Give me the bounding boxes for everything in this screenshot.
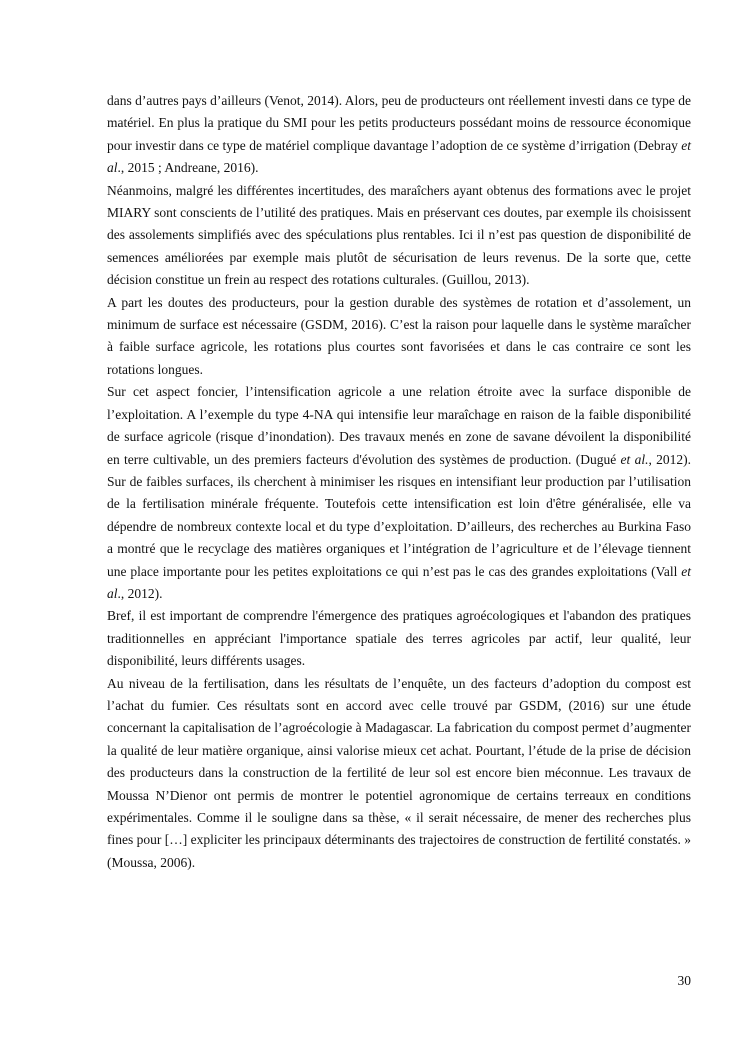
text-run: Bref, il est important de comprendre l'émergence des pratiques agroécologiques et l'abandon des pratiques traditionnelles en appréciant l'importance spatiale des terres agricoles par actif, leur qualité, leur disponibilité, leurs différents usages. [107,608,691,669]
page-number: 30 [677,973,691,988]
text-run: Néanmoins, malgré les différentes incertitudes, des maraîchers ayant obtenus des formations avec le projet MIARY sont conscients de l’utilité des pratiques. Mais en préservant ces doutes, par exemple ils choisissent des assolements simplifiés avec des spéculations plus rentables. Ici il n’est pas question de disponibilité de semences améliorées par exemple mais plutôt de sécurisation de leurs revenus. De la sorte que, cette décision constitue un frein au respect des rotations culturales. (Guillou, 2013). [107,182,691,288]
text-run: Sur cet aspect foncier, l’intensification agricole a une relation étroite avec la surface disponible de l’exploitation. A l’exemple du type 4-NA qui intensifie leur maraîchage en raison de la faible disponibilité de surface agricole (risque d’inondation). Des travaux menés en zone de savane dévoilent la disponibilité en terre cultivable, un des premiers facteurs d'évolution des systèmes de production. (Dugué [107,384,691,467]
paragraph [107,180,691,292]
text-run: ., 2015 ; Andreane, 2016). [117,160,259,176]
text-run: ., 2012). [117,585,163,601]
paragraph [107,381,691,605]
text-run: dans d’autres pays d’ailleurs (Venot, 2014). Alors, peu de producteurs ont réellement investi dans ce type de matériel. En plus la pratique du SMI pour les petits producteurs possédant moins de ressource économique pour investir dans ce type de matériel complique davantage l’adoption de ce système d’irrigation (Debray [107,93,691,153]
paragraph [107,90,691,180]
text-run: A part les doutes des producteurs, pour la gestion durable des systèmes de rotation et d’assolement, un minimum de surface est nécessaire (GSDM, 2016). C’est la raison pour laquelle dans le système maraîcher à faible surface agricole, les rotations plus courtes sont favorisées et dans le cas contraire ce sont les rotations longues. [107,294,691,377]
italic-text: et al. [620,451,649,467]
paragraph [107,605,691,672]
paragraph [107,673,691,875]
body-text [107,90,691,874]
italic-text: et al [107,563,691,601]
text-run: Au niveau de la fertilisation, dans les résultats de l’enquête, un des facteurs d’adoption du compost est l’achat du fumier. Ces résultats sont en accord avec celle trouvé par GSDM, (2016) sur une étude concernant la capitalisation de l’agroécologie à Madagascar. La fabrication du compost permet d’augmenter la qualité de leur matière organique, ainsi valorise mieux cet achat. Pourtant, l’étude de la prise de décision des producteurs dans la construction de la fertilité de leur sol est encore bien méconnue. Les travaux de Moussa N’Dienor ont permis de montrer le potentiel agronomique de certains terreaux en conditions expérimentales. Comme il le souligne dans sa thèse, « il serait nécessaire, de mener des recherches plus fines pour […] expliciter les principaux déterminants des trajectoires de construction de fertilité constatés. » (Moussa, 2006). [107,675,691,870]
paragraph [107,292,691,382]
italic-text: et al [107,137,691,176]
text-run: , 2012). Sur de faibles surfaces, ils cherchent à minimiser les risques en intensifiant leur production par l’utilisation de la fertilisation minérale fréquente. Toutefois cette intensification est loin d'être généralisée, elle va dépendre de nombreux contexte local et du type d’exploitation. D’ailleurs, des recherches au Burkina Faso a montré que le recyclage des matières organiques et l’intégration de l’agriculture et de l’élevage tiennent une place importante pour les petites exploitations ce qui n’est pas le cas des grandes exploitations (Vall [107,451,692,579]
